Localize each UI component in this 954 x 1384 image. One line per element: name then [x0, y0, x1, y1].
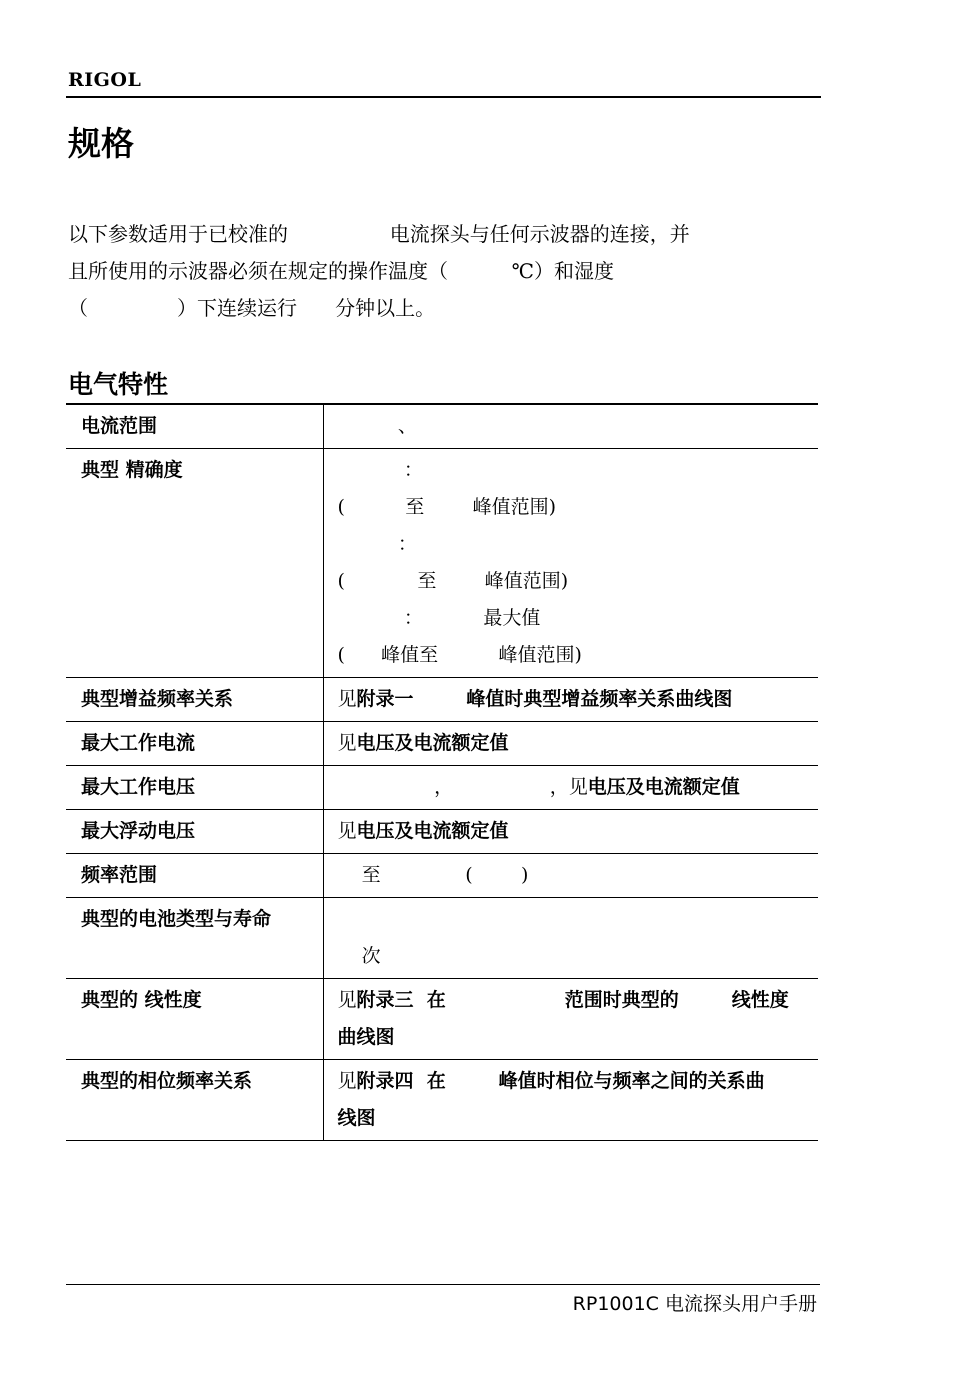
see-text: 见: [337, 989, 357, 1011]
value-text: ， ，见: [337, 776, 588, 798]
table-row: [66, 1060, 818, 1141]
table-row: [66, 722, 818, 766]
table-row: [66, 766, 818, 810]
value-line: ( 峰值至 峰值范围): [337, 644, 582, 666]
intro-paragraph: [68, 216, 803, 327]
value-line: ：: [337, 459, 423, 481]
value-line: 、: [337, 415, 417, 437]
table-row: [66, 678, 818, 722]
page-title: 规格: [68, 124, 134, 163]
electrical-specs-table: [66, 403, 818, 1141]
row-value: [323, 810, 818, 854]
footer-doc-title: RP1001C 电流探头用户手册: [572, 1293, 817, 1315]
row-label: 最大浮动电压: [66, 810, 323, 854]
row-value: [323, 678, 818, 722]
footer-divider: [66, 1284, 820, 1285]
row-value: [323, 766, 818, 810]
see-text: 见: [337, 732, 357, 754]
row-value: [323, 854, 818, 898]
appendix-link-cont[interactable]: 曲线图: [337, 1026, 395, 1048]
row-label: 典型 精确度: [66, 449, 323, 678]
value-line: ： 最大值: [337, 607, 541, 629]
row-label: 典型的相位频率关系: [66, 1060, 323, 1141]
table-row: [66, 449, 818, 678]
row-value: [323, 979, 818, 1060]
value-line: 次: [337, 945, 381, 967]
row-value: [323, 449, 818, 678]
value-line: [338, 904, 819, 941]
ratings-link[interactable]: 电压及电流额定值: [356, 820, 509, 842]
intro-line-1: 以下参数适用于已校准的 电流探头与任何示波器的连接，并: [68, 222, 690, 246]
appendix-link[interactable]: 附录一 峰值时典型增益频率关系曲线图: [356, 688, 733, 710]
row-label: 典型的 线性度: [66, 979, 323, 1060]
appendix-link-cont[interactable]: 线图: [337, 1107, 376, 1129]
value-line: 至 ( ): [337, 864, 529, 886]
row-label: 频率范围: [66, 854, 323, 898]
row-value: [323, 1060, 818, 1141]
brand-logo-text: RIGOL: [68, 69, 142, 91]
table-row: [66, 898, 818, 979]
header-divider: [66, 96, 821, 98]
value-line: ：: [337, 533, 417, 555]
table-row: [66, 979, 818, 1060]
row-label: 典型的电池类型与寿命: [66, 898, 323, 979]
row-value: [323, 898, 818, 979]
row-label: 典型增益频率关系: [66, 678, 323, 722]
intro-line-2: 且所使用的示波器必须在规定的操作温度（ ℃）和湿度: [68, 259, 614, 283]
section-title: 电气特性: [68, 370, 169, 399]
table-row: [66, 810, 818, 854]
value-line: ( 至 峰值范围): [337, 496, 557, 518]
appendix-link[interactable]: 附录三 在 范围时典型的 线性度: [356, 989, 789, 1011]
table-row: [66, 854, 818, 898]
value-line: ( 至 峰值范围): [337, 570, 569, 592]
row-label: 最大工作电压: [66, 766, 323, 810]
intro-line-3: （ ）下连续运行 分钟以上。: [68, 296, 436, 320]
see-text: 见: [337, 688, 357, 710]
table-row: [66, 404, 818, 449]
appendix-link[interactable]: 附录四 在 峰值时相位与频率之间的关系曲: [356, 1070, 765, 1092]
see-text: 见: [337, 1070, 357, 1092]
ratings-link[interactable]: 电压及电流额定值: [356, 732, 509, 754]
see-text: 见: [337, 820, 357, 842]
row-value: [323, 722, 818, 766]
row-label: 电流范围: [66, 404, 323, 449]
row-label: 最大工作电流: [66, 722, 323, 766]
ratings-link[interactable]: 电压及电流额定值: [587, 776, 740, 798]
row-value: [323, 404, 818, 449]
